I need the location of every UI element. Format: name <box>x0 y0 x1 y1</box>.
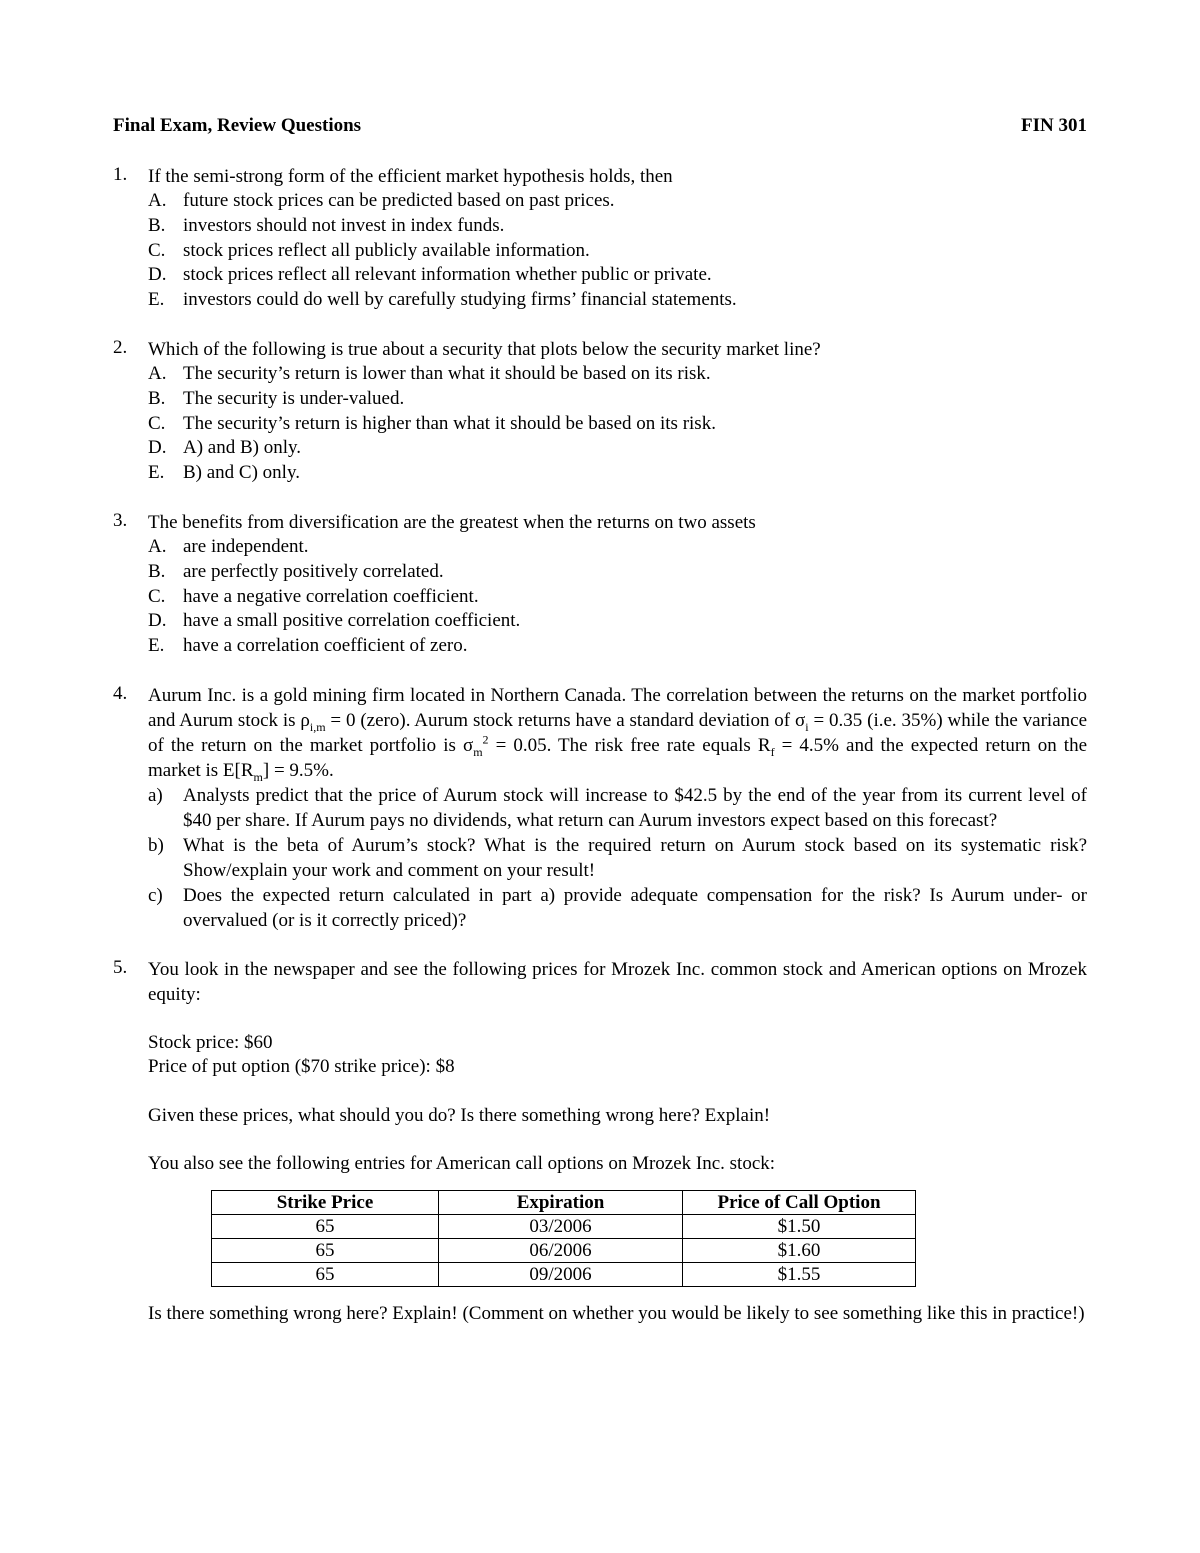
option-d <box>148 436 1087 461</box>
option-label: C. <box>148 239 166 261</box>
part-a <box>148 783 1087 833</box>
option-label: C. <box>148 585 166 607</box>
variance-superscript: 2 <box>482 732 489 747</box>
part-c <box>148 883 1087 933</box>
option-c <box>148 412 1087 437</box>
table-cell: 06/2006 <box>439 1238 683 1262</box>
table-cell: $1.50 <box>683 1214 916 1238</box>
question-prompt: Is there something wrong here? Explain! (Comment on whether you would be likely to see something like this in practice!) <box>148 1302 1085 1324</box>
option-text: investors could do well by carefully studying firms’ financial statements. <box>183 289 737 311</box>
table-row <box>212 1238 916 1262</box>
option-label: D. <box>148 437 167 459</box>
stem-text: = 0 (zero). Aurum stock returns have a standard deviation of σ <box>325 709 806 731</box>
option-text: future stock prices can be predicted based on past prices. <box>183 190 615 211</box>
sigma-subscript: i <box>805 719 809 734</box>
calls-intro: You also see the following entries for American call options on Mrozek Inc. stock: <box>148 1153 776 1175</box>
option-text: are perfectly positively correlated. <box>183 560 444 582</box>
question-4 <box>113 683 1087 933</box>
column-header: Price of Call Option <box>683 1190 916 1214</box>
option-text: stock prices reflect all relevant information whether public or private. <box>183 264 712 286</box>
option-b <box>148 387 1087 412</box>
stem-text: Aurum Inc. is a gold mining firm located in Northern Canada. The correlation between the returns on the market portfolio and Aurum stock is ρ <box>148 684 1087 731</box>
question-3 <box>113 510 1087 659</box>
option-e <box>148 461 1087 486</box>
rf-subscript: f <box>770 744 775 759</box>
option-a <box>148 362 1087 387</box>
option-text: The security is under-valued. <box>183 387 405 409</box>
option-label: E. <box>148 462 165 484</box>
option-label: D. <box>148 264 167 286</box>
option-a <box>148 189 1087 214</box>
option-text: have a correlation coefficient of zero. <box>183 635 468 657</box>
table-cell: $1.60 <box>683 1238 916 1262</box>
question-prompt: Given these prices, what should you do? Is there something wrong here? Explain! <box>148 1104 771 1126</box>
page-header <box>113 113 1087 138</box>
option-d <box>148 609 1087 634</box>
option-a <box>148 535 1087 560</box>
stem-text: = 0.35 (i.e. 35%) while the variance of the return on the market portfolio is σ <box>148 709 1088 756</box>
option-label: A. <box>148 190 167 211</box>
question-number: 2. <box>113 336 128 358</box>
option-text: The security’s return is lower than what it should be based on its risk. <box>183 362 711 384</box>
column-header: Strike Price <box>212 1190 439 1214</box>
option-label: A. <box>148 362 167 384</box>
option-text: investors should not invest in index funds. <box>183 214 505 236</box>
option-b <box>148 214 1087 239</box>
exam-title: Final Exam, Review Questions <box>113 115 362 136</box>
option-b <box>148 560 1087 585</box>
option-label: D. <box>148 610 167 632</box>
option-label: B. <box>148 560 166 582</box>
rm-subscript: m <box>253 769 263 784</box>
question-1 <box>113 164 1087 313</box>
question-number: 4. <box>113 682 128 704</box>
option-text: stock prices reflect all publicly available information. <box>183 239 590 261</box>
course-code: FIN 301 <box>1021 115 1087 136</box>
question-number: 3. <box>113 509 128 531</box>
option-e <box>148 288 1087 313</box>
question-2 <box>113 337 1087 486</box>
question-number: 5. <box>113 956 128 978</box>
question-stem: If the semi-strong form of the efficient market hypothesis holds, then <box>148 166 673 187</box>
option-text: have a negative correlation coefficient. <box>183 585 479 607</box>
option-text: The security’s return is higher than what it should be based on its risk. <box>183 412 716 434</box>
question-number: 1. <box>113 164 128 185</box>
option-label: E. <box>148 635 165 657</box>
part-text: Does the expected return calculated in part a) provide adequate compensation for the risk? Is Aurum under- or overvalued (or is it correctly priced)? <box>183 884 1087 931</box>
question-5 <box>113 957 1087 1326</box>
question-stem <box>148 683 1087 783</box>
table-cell: 65 <box>212 1214 439 1238</box>
part-label: b) <box>148 834 164 856</box>
part-label: a) <box>148 784 163 806</box>
option-text: B) and C) only. <box>183 462 300 484</box>
call-options-table <box>211 1190 916 1287</box>
option-label: A. <box>148 535 167 557</box>
option-e <box>148 634 1087 659</box>
option-label: B. <box>148 387 166 409</box>
table-header-row <box>212 1190 916 1214</box>
option-text: A) and B) only. <box>183 437 302 459</box>
option-label: C. <box>148 412 166 434</box>
exam-page <box>113 113 1087 1326</box>
part-text: What is the beta of Aurum’s stock? What is the required return on Aurum stock based on its systematic risk? Show/explain your work and comment on your result! <box>183 834 1087 881</box>
question-stem: The benefits from diversification are the greatest when the returns on two assets <box>148 511 756 533</box>
stem-text: = 0.05. The risk free rate equals R <box>488 734 771 756</box>
option-c <box>148 585 1087 610</box>
stem-text: ] = 9.5%. <box>262 759 334 781</box>
part-label: c) <box>148 884 163 906</box>
table-row <box>212 1262 916 1286</box>
table-cell: 65 <box>212 1238 439 1262</box>
part-b <box>148 833 1087 883</box>
question-stem: Which of the following is true about a security that plots below the security market line? <box>148 338 821 360</box>
table-row <box>212 1214 916 1238</box>
part-text: Analysts predict that the price of Aurum stock will increase to $42.5 by the end of the year from its current level of $40 per share. If Aurum pays no dividends, what return can Aurum investors expect based on this forecast? <box>183 784 1087 831</box>
option-text: have a small positive correlation coefficient. <box>183 610 521 632</box>
put-price: Price of put option ($70 strike price): $8 <box>148 1056 455 1078</box>
option-label: E. <box>148 289 165 311</box>
table-cell: 09/2006 <box>439 1262 683 1286</box>
option-c <box>148 239 1087 264</box>
stem-text: = 4.5% and the expected return on the market is E[R <box>148 734 1087 781</box>
question-stem: You look in the newspaper and see the following prices for Mrozek Inc. common stock and American options on Mrozek equity: <box>148 958 1087 1005</box>
option-text: are independent. <box>183 535 309 557</box>
option-label: B. <box>148 214 166 236</box>
stock-price: Stock price: $60 <box>148 1031 273 1053</box>
rho-subscript: i,m <box>309 719 326 734</box>
variance-subscript: m <box>473 744 483 759</box>
table-cell: 03/2006 <box>439 1214 683 1238</box>
column-header: Expiration <box>439 1190 683 1214</box>
table-cell: $1.55 <box>683 1262 916 1286</box>
option-d <box>148 263 1087 288</box>
table-cell: 65 <box>212 1262 439 1286</box>
